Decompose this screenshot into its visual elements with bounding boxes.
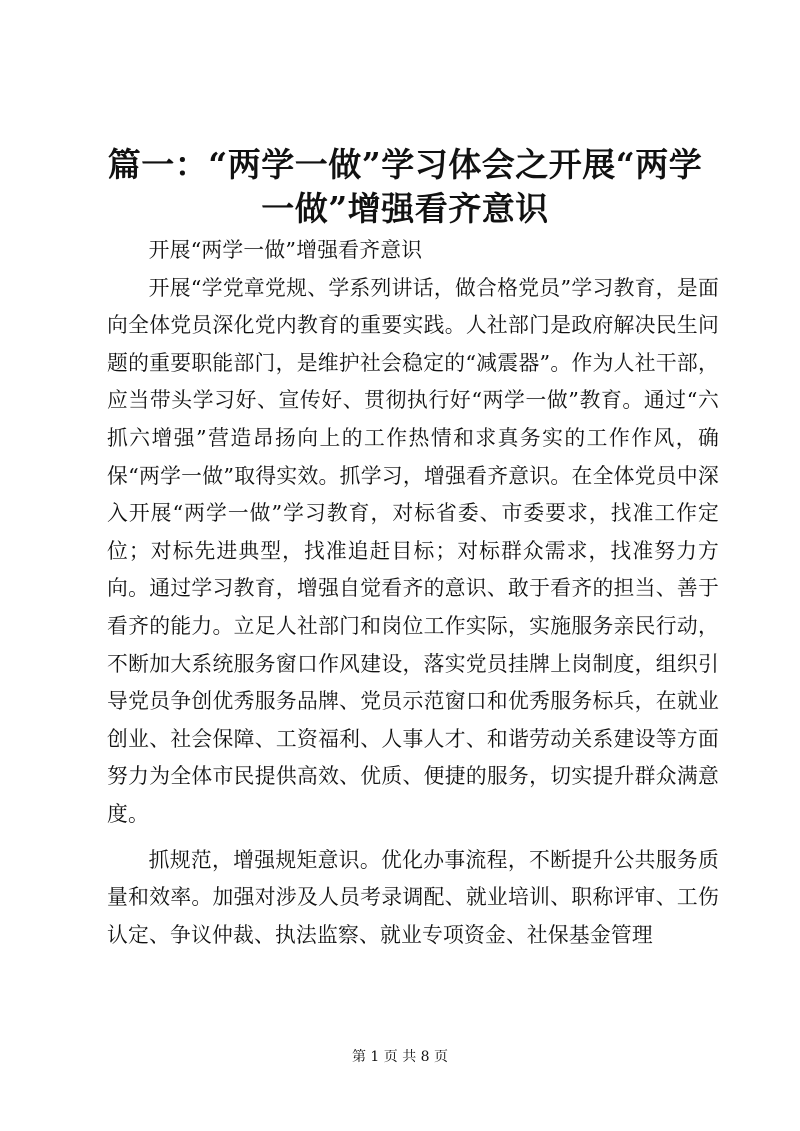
page-footer: 第 1 页 共 8 页 [351, 1049, 449, 1065]
paragraph-1: 开展“学党章党规、学系列讲话，做合格党员”学习教育，是面向全体党员深化党内教育的重要实践。人社部门是政府解决民生问题的重要职能部门，是维护社会稳定的“减震器”。作为人社干部，应当带头学习好、宣传好、贯彻执行好“两学一做”教育。通过“六抓六增强”营造昂扬向上的工作热情和求真务实的工作作风，确保“两学一做”取得实效。抓学习，增强看齐意识。在全体党员中深入开展“两学一做”学习教育，对标省委、市委要求，找准工作定位；对标先进典型，找准追赶目标；对标群众需求，找准努力方向。通过学习教育，增强自觉看齐的意识、敢于看齐的担当、善于看齐的能力。立足人社部门和岗位工作实际，实施服务亲民行动，不断加大系统服务窗口作风建设，落实党员挂牌上岗制度，组织引导党员争创优秀服务品牌、党员示范窗口和优秀服务标兵，在就业创业、社会保障、工资福利、人事人才、和谐劳动关系建设等方面努力为全体市民提供高效、优质、便捷的服务，切实提升群众满意度。 [107, 275, 719, 826]
subtitle: 开展“两学一做”增强看齐意识 [148, 238, 423, 262]
document-body [107, 232, 719, 954]
page-title: 篇一：“两学一做”学习体会之开展“两学一做”增强看齐意识 [107, 145, 703, 228]
paragraph-2: 抓规范，增强规矩意识。优化办事流程，不断提升公共服务质量和效率。加强对涉及人员考录调配、就业培训、职称评审、工伤认定、争议仲裁、执法监察、就业专项资金、社保基金管理 [107, 847, 719, 947]
